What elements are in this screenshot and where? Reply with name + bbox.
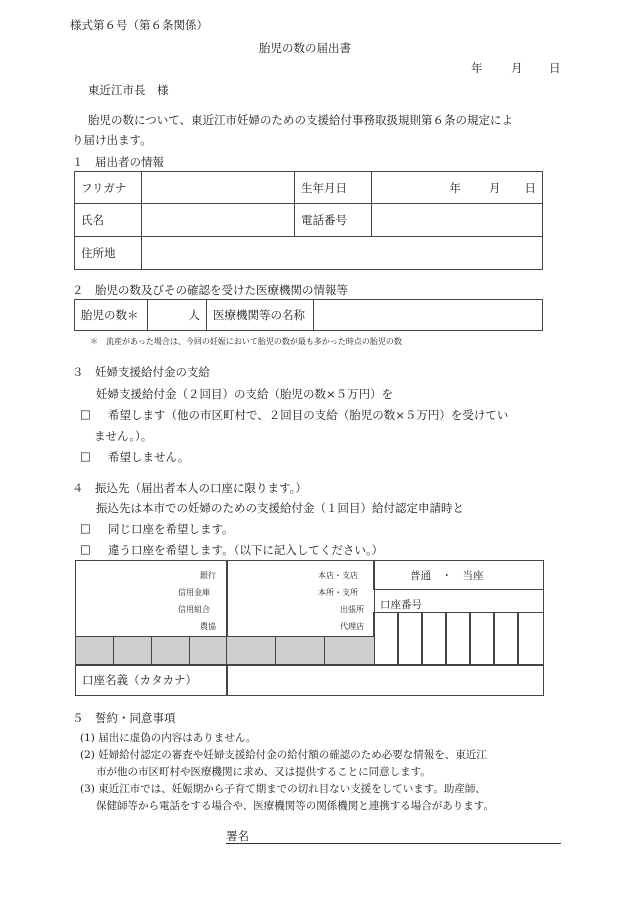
section4-heading: ４ 振込先（届出者本人の口座に限ります。）	[72, 481, 307, 495]
bank-type-kumiai: 信用組合	[178, 605, 210, 614]
account-digit-cell[interactable]	[517, 612, 544, 666]
account-number-label: 口座番号	[380, 599, 422, 611]
same-account-option: 同じ口座を希望します。	[108, 522, 234, 536]
fetus-count-unit: 人	[188, 308, 200, 322]
pledge-item-2-line-2: 市が他の市区町村や医療機関に求め、又は提供することに同意します。	[96, 766, 431, 778]
date-month-label: 月	[511, 61, 523, 75]
branch-type-shucchosho: 出張所	[340, 605, 364, 614]
account-digit-cell[interactable]	[373, 612, 399, 666]
birthdate-field[interactable]	[372, 172, 543, 204]
phone-label: 電話番号	[295, 204, 372, 237]
pledge-item-3-line-1: (3) 東近江市では、妊娠期から子育て期までの切れ目ない支援をしています。助産師、	[80, 783, 486, 795]
section1-heading: １ 届出者の情報	[72, 155, 164, 169]
branch-code-cell[interactable]	[275, 636, 326, 666]
bank-code-cell[interactable]	[189, 636, 228, 666]
miscarriage-note: ＊ 流産があった場合は、今回の妊娠において胎児の数が最も多かった時点の胎児の数	[90, 337, 402, 346]
account-type-label: 普通 ・ 当座	[410, 570, 484, 582]
no-wish-checkbox[interactable]: □	[80, 449, 91, 463]
different-account-checkbox[interactable]: □	[80, 542, 91, 556]
fetus-count-field[interactable]	[148, 300, 207, 331]
account-digit-cell[interactable]	[445, 612, 471, 666]
section5-heading: ５ 誓約・同意事項	[72, 711, 176, 725]
branch-code-cell[interactable]	[226, 636, 277, 666]
branch-code-cell[interactable]	[324, 636, 375, 666]
section3-heading: ３ 妊婦支援給付金の支給	[72, 365, 210, 379]
section4-line-1: 振込先は本市での妊婦のための支援給付金（１回目）給付認定申請時と	[96, 501, 464, 515]
furigana-field[interactable]	[142, 172, 295, 204]
no-wish-option: 希望しません。	[108, 450, 190, 464]
signature-line[interactable]	[226, 843, 561, 844]
date-day-label: 日	[549, 61, 561, 75]
applicant-info-table	[74, 171, 543, 270]
wish-checkbox[interactable]: □	[80, 407, 91, 421]
branch-type-dairiten: 代理店	[340, 622, 364, 631]
intro-line-2: り届け出ます。	[72, 133, 152, 147]
birthdate-label: 生年月日	[295, 172, 372, 204]
birthdate-day: 日	[524, 180, 536, 195]
account-digit-cell[interactable]	[421, 612, 447, 666]
pledge-item-3-line-2: 保健師等から電話をする場合や、医療機関等の関係機関と連携する場合があります。	[96, 800, 494, 812]
pledge-item-2-line-1: (2) 妊婦給付認定の審査や妊婦支援給付金の給付額の確認のため必要な情報を、東近江	[80, 749, 487, 761]
bank-type-shinkin: 信用金庫	[178, 588, 210, 597]
name-label: 氏名	[75, 204, 142, 237]
bank-type-nokyo: 農協	[200, 622, 216, 631]
date-year-label: 年	[471, 61, 483, 75]
furigana-label: フリガナ	[75, 172, 142, 204]
addressee: 東近江市長 様	[88, 83, 169, 97]
account-digit-cell[interactable]	[397, 612, 423, 666]
birthdate-year: 年	[449, 180, 461, 195]
wish-option-line-1: 希望します（他の市区町村で、２回目の支給（胎児の数×５万円）を受けてい	[108, 408, 509, 422]
form-number: 様式第６号（第６条関係）	[70, 18, 208, 32]
wish-option-line-2: ません。）。	[94, 429, 153, 443]
bank-code-cell[interactable]	[151, 636, 191, 666]
fetus-info-table	[74, 299, 543, 331]
bank-type-bank: 銀行	[200, 571, 216, 580]
account-digit-cell[interactable]	[469, 612, 495, 666]
phone-field[interactable]	[372, 204, 543, 237]
bank-code-cell[interactable]	[75, 636, 115, 666]
birthdate-month: 月	[489, 180, 501, 195]
address-label: 住所地	[75, 237, 142, 270]
pledge-item-1: (1) 届出に虚偽の内容はありません。	[80, 732, 257, 744]
fetus-count-label: 胎児の数＊	[75, 300, 148, 331]
institution-field[interactable]	[314, 300, 543, 331]
section3-line-1: 妊婦支援給付金（２回目）の支給（胎児の数×５万円）を	[96, 387, 394, 401]
different-account-option: 違う口座を希望します。（以下に記入してください。）	[108, 543, 384, 557]
address-field[interactable]	[142, 237, 543, 270]
signature-label: 署名	[226, 829, 249, 843]
institution-label: 医療機関等の名称	[207, 300, 314, 331]
intro-line-1: 胎児の数について、東近江市妊婦のための支援給付事務取扱規則第６条の規定によ	[88, 113, 514, 127]
account-digit-cell[interactable]	[493, 612, 519, 666]
page-title: 胎児の数の届出書	[259, 41, 351, 55]
name-field[interactable]	[142, 204, 295, 237]
account-name-label: 口座名義（カタカナ）	[82, 673, 197, 687]
same-account-checkbox[interactable]: □	[80, 521, 91, 535]
account-name-field[interactable]	[226, 664, 544, 696]
branch-type-honsho: 本所・支所	[318, 588, 358, 597]
section2-heading: ２ 胎児の数及びその確認を受けた医療機関の情報等	[72, 283, 348, 297]
branch-type-honten: 本店・支店	[318, 571, 358, 580]
bank-code-cell[interactable]	[113, 636, 153, 666]
